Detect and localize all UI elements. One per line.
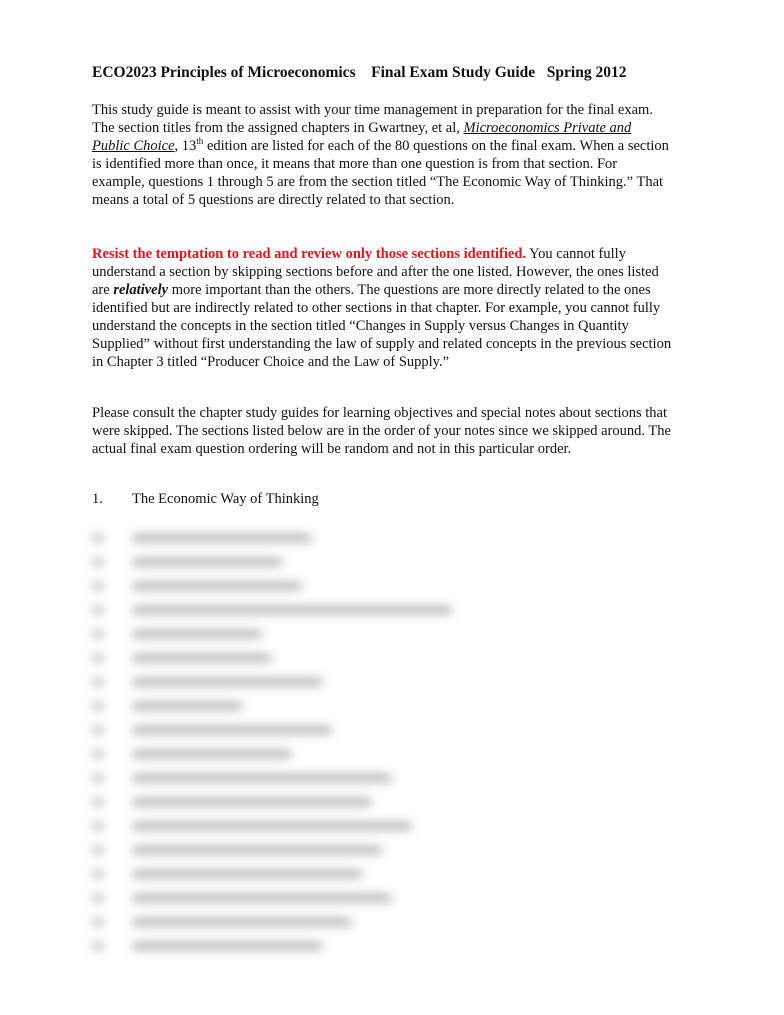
list-item <box>92 491 319 508</box>
blurred-line <box>132 702 242 710</box>
list-item-label: The Economic Way of Thinking <box>132 491 319 507</box>
blurred-line <box>92 798 104 806</box>
blurred-line <box>92 558 104 566</box>
blurred-line <box>132 774 392 782</box>
blurred-line <box>92 870 104 878</box>
list-item-number: 1. <box>92 491 103 507</box>
blurred-line <box>92 702 104 710</box>
blurred-line <box>92 894 104 902</box>
blurred-line <box>92 654 104 662</box>
warning-body-b: more important than the others. The questions are more directly related to the ones identified but are indirectly related to other sections in that chapter. For example, you cannot fully understand the concepts in the section titled “Changes in Supply versus Changes in Quantity Supplied” without first understanding the law of supply and related concepts in the previous section in Chapter 3 titled “Producer Choice and the Law of Supply.” <box>92 282 672 370</box>
intro-text-a: This study guide is meant to assist with your time management in preparation for the final exam. The section titles from the assigned chapters in Gwartney, et al, <box>92 102 653 136</box>
blurred-line <box>132 846 382 854</box>
blurred-line <box>92 918 104 926</box>
blurred-line <box>132 798 372 806</box>
blurred-line <box>92 534 104 542</box>
blurred-line <box>132 654 272 662</box>
blurred-line <box>132 534 312 542</box>
intro-paragraph <box>92 101 672 209</box>
blurred-line <box>92 582 104 590</box>
warning-text: Resist the temptation to read and review only those sections identified. <box>92 246 527 262</box>
blurred-line <box>92 846 104 854</box>
blurred-line <box>132 942 322 950</box>
book-title: Microeconomics Private and Public Choice <box>92 120 632 154</box>
blurred-line <box>92 750 104 758</box>
blurred-line <box>92 678 104 686</box>
blurred-line <box>132 894 392 902</box>
blurred-line <box>132 558 282 566</box>
blurred-line <box>92 942 104 950</box>
consult-paragraph: Please consult the chapter study guides for learning objectives and special notes about sections that were skipped. The sections listed below are in the order of your notes since we skipped around. The actual final exam question ordering will be random and not in this particular order. <box>92 405 671 457</box>
blurred-line <box>92 774 104 782</box>
blurred-line <box>92 726 104 734</box>
emphasis-relatively: relatively <box>113 282 169 298</box>
warning-paragraph <box>92 245 672 371</box>
blurred-line <box>132 678 322 686</box>
blurred-line <box>132 870 362 878</box>
blurred-line <box>132 630 262 638</box>
blurred-line <box>132 750 292 758</box>
blurred-line <box>92 630 104 638</box>
ordinal-suffix: th <box>196 136 204 147</box>
blurred-preview-region <box>80 512 500 972</box>
blurred-line <box>132 918 352 926</box>
warning-body-a: You cannot fully understand a section by skipping sections before and after the one listed. However, the ones listed are <box>92 246 659 298</box>
intro-text-c: edition are listed for each of the 80 questions on the final exam. When a section is identified more than once, it means that more than one question is from that section. For example, questions 1 through 5 are from the section titled “The Economic Way of Thinking.” That means a total of 5 questions are directly related to that section. <box>92 138 669 208</box>
blurred-line <box>92 822 104 830</box>
intro-text-b: , 13 <box>174 138 197 154</box>
blurred-line <box>132 822 412 830</box>
blurred-line <box>132 606 452 614</box>
blurred-line <box>132 726 332 734</box>
document-title: ECO2023 Principles of Microeconomics Final Exam Study Guide Spring 2012 <box>92 64 627 81</box>
blurred-line <box>92 606 104 614</box>
blurred-line <box>132 582 302 590</box>
